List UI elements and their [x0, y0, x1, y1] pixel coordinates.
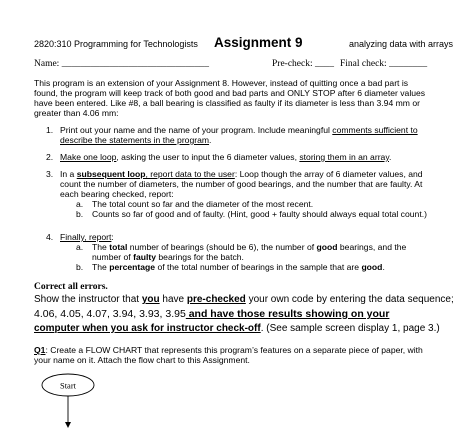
sub-letter: b. [76, 209, 84, 219]
step-text: Finally, report: [60, 232, 114, 242]
instructor-line: 4.06, 4.05, 4.07, 3.94, 3.93, 3.95 and have those results showing on your [34, 308, 390, 320]
step-text: describe the statements in the program. [60, 135, 212, 145]
question-q1-line2: your name on it. Attach the flow chart to this Assignment. [34, 355, 250, 365]
step-number: 2. [46, 152, 54, 162]
step-text: count the number of diameters, the number of good bearings, and the number that are faulty. At [60, 179, 423, 189]
course-title: 2820:310 Programming for Technologists [34, 39, 198, 49]
step-text: Print out your name and the name of your program. Include meaningful comments sufficient to [60, 125, 418, 135]
intro-line: This program is an extension of your Assignment 8. However, instead of quitting once a bad part is [34, 78, 409, 88]
step-number: 4. [46, 232, 54, 242]
step-number: 3. [46, 169, 54, 179]
step-text: In a subsequent loop, report data to the user: Loop though the array of 6 diameter values, and [60, 169, 423, 179]
section-heading: Correct all errors. [34, 282, 108, 292]
name-field-label: Name: _______________________________ [34, 59, 209, 69]
sub-item: The total number of bearings (should be 6), the number of good bearings, and the [92, 242, 407, 252]
assignment-subtitle: analyzing data with arrays [349, 39, 454, 49]
start-label: Start [59, 380, 77, 391]
step-text: Make one loop, asking the user to input the 6 diameter values, storing them in an array. [60, 152, 392, 162]
intro-line: found, the program will keep track of both good and bad parts and ONLY STOP after 6 diameter values [34, 88, 426, 98]
step-text: each bearing checked, report: [60, 189, 174, 199]
assignment-title: Assignment 9 [214, 35, 303, 50]
sub-letter: a. [76, 199, 84, 209]
flowchart-start [40, 373, 100, 431]
intro-line: have been entered. Like #8, a ball bearing is classified as faulty if its diameter is less than 3.94 mm or [34, 98, 420, 108]
sub-item: The total count so far and the diameter of the most recent. [92, 199, 314, 209]
final-check-field-label: Final check: ________ [340, 59, 428, 69]
sub-item: number of faulty bearings for the batch. [92, 252, 244, 262]
question-q1: Q1: Create a FLOW CHART that represents this program’s features on a separate piece of paper, with [34, 345, 423, 355]
data-sequence: 4.06, 4.05, 4.07, 3.94, 3.93, 3.95 [34, 308, 186, 320]
sub-letter: a. [76, 242, 84, 252]
sub-letter: b. [76, 262, 84, 272]
precheck-field-label: Pre-check: ____ [272, 59, 334, 69]
instructor-line: computer when you ask for instructor check-off. (See sample screen display 1, page 3.) [34, 323, 440, 334]
flow-arrowhead [65, 422, 71, 428]
sub-item: Counts so far of good and of faulty. (Hint, good + faulty should always equal total count.) [92, 209, 427, 219]
sub-item: The percentage of the total number of bearings in the sample that are good. [92, 262, 385, 272]
instructor-line: Show the instructor that you have pre-checked your own code by entering the data sequence; [34, 294, 454, 305]
intro-line: greater than 4.06 mm: [34, 108, 119, 118]
step-number: 1. [46, 125, 54, 135]
